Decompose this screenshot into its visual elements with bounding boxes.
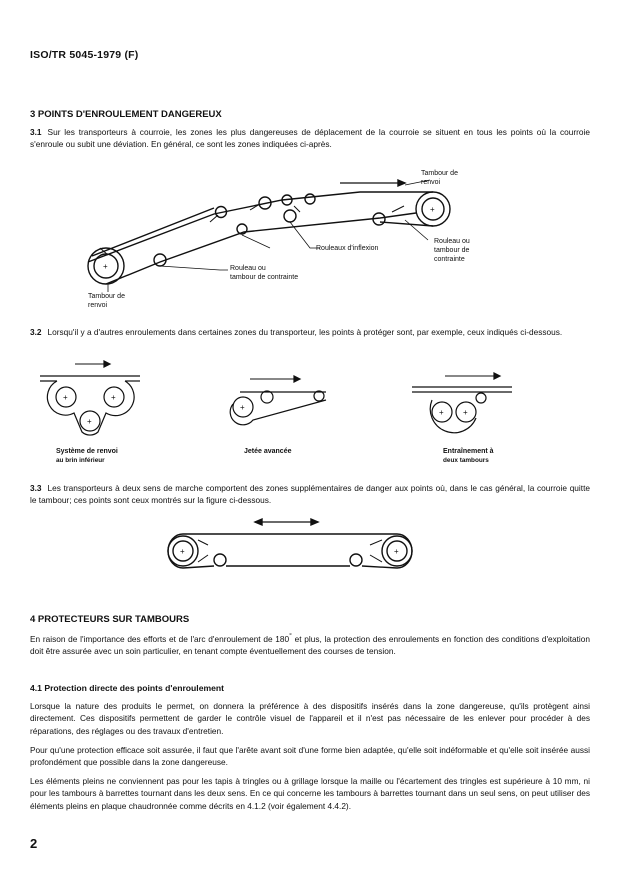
degree-sign: ° (289, 633, 292, 640)
svg-text:+: + (430, 205, 435, 214)
caption-return-system-sub: au brin inférieur (56, 457, 105, 464)
label-snub-roller-right: Rouleau ou tambour de contrainte (434, 238, 470, 263)
paragraph-3-1-text: Sur les transporteurs à courroie, les zones les plus dangereuses de déplacement de la courroie se situent en tous les points où la courroie s'enroule ou subit une déviation. En général, ce sont les zones indiquées ci-après. (30, 127, 590, 150)
clause-number-3-3: 3.3 (30, 483, 42, 493)
svg-text:+: + (180, 547, 185, 556)
page-number: 2 (30, 836, 38, 851)
clause-4-1-title: 4.1 Protection directe des points d'enroulement (30, 683, 225, 693)
svg-text:+: + (439, 408, 444, 417)
label-head-pulley: Tambour de renvoi (421, 170, 458, 186)
label-snub-roller-center: Rouleau ou tambour de contrainte (230, 265, 299, 281)
section-3-title: 3 POINTS D'ENROULEMENT DANGEREUX (30, 109, 222, 120)
label-inflexion-rollers: Rouleaux d'inflexion (316, 245, 379, 252)
paragraph-4-1-b: Pour qu'une protection efficace soit assurée, il faut que l'arête avant soit d'une forme bien adaptée, qu'elle soit indéformable et qu'elle soit insérée aussi profondément que possible dans la zone dangereuse. (30, 745, 590, 768)
paragraph-4-intro: En raison de l'importance des efforts et de l'arc d'enroulement de 180° et plus, la protection des enroulements en fonction des conditions d'exploitation doit être assurée avec un soin particulier, en tenant compte éventuellement des courses de tension. (30, 633, 590, 657)
clause-number-3-1: 3.1 (30, 127, 42, 137)
svg-text:+: + (394, 547, 399, 556)
caption-two-pulley-drive: Entraînement à (443, 448, 494, 455)
svg-text:+: + (240, 403, 245, 412)
svg-text:+: + (111, 393, 116, 402)
caption-two-pulley-drive-sub: deux tambours (443, 457, 489, 464)
svg-text:+: + (463, 408, 468, 417)
paragraph-3-2 (30, 326, 590, 338)
paragraph-3-2-text: Lorsqu'il y a d'autres enroulements dans certaines zones du transporteur, les points à protéger sont, par exemple, ceux indiqués ci-dessous. (47, 327, 563, 337)
svg-text:+: + (103, 262, 108, 271)
clause-number-3-2: 3.2 (30, 327, 42, 337)
caption-cantilever: Jetée avancée (244, 448, 292, 455)
document-reference: ISO/TR 5045-1979 (F) (30, 49, 139, 61)
label-tail-pulley: Tambour de renvoi (88, 293, 125, 309)
paragraph-3-3 (30, 482, 590, 507)
section-4-title: 4 PROTECTEURS SUR TAMBOURS (30, 614, 190, 625)
paragraph-3-1 (30, 126, 590, 151)
caption-return-system: Système de renvoi (56, 448, 118, 455)
svg-text:+: + (63, 393, 68, 402)
paragraph-4-1-a: Lorsque la nature des produits le permet, on donnera la préférence à des dispositifs insérés dans la zone dangereuse, qu'ils protègent ainsi directement. Ces dispositifs permettent de garder le contrôle visuel de l'appareil et il n'est pas nécessaire de les enlever pour procéder à des réparations, des réglages ou des travaux d'entretien. (30, 701, 590, 736)
paragraph-3-3-text: Les transporteurs à deux sens de marche comportent des zones supplémentaires de danger aux points où, dans le cas général, la courroie quitte le tambour; ces points sont ceux montrés sur la figure ci-dessous. (30, 483, 590, 506)
paragraph-4-1-c: Les éléments pleins ne conviennent pas pour les tapis à tringles ou à grillage lorsque la maille ou l'écartement des tringles est supérieure à 10 mm, ni pour les tambours à barrettes tournant dans les deux sens. En ce qui concerne les tambours à barrettes tournant dans un seul sens, on peut utiliser des éléments pleins en plaque chaudronnée comme décrits en 4.1.2 (voir également 4.4.2). (30, 776, 590, 811)
svg-text:+: + (87, 417, 92, 426)
